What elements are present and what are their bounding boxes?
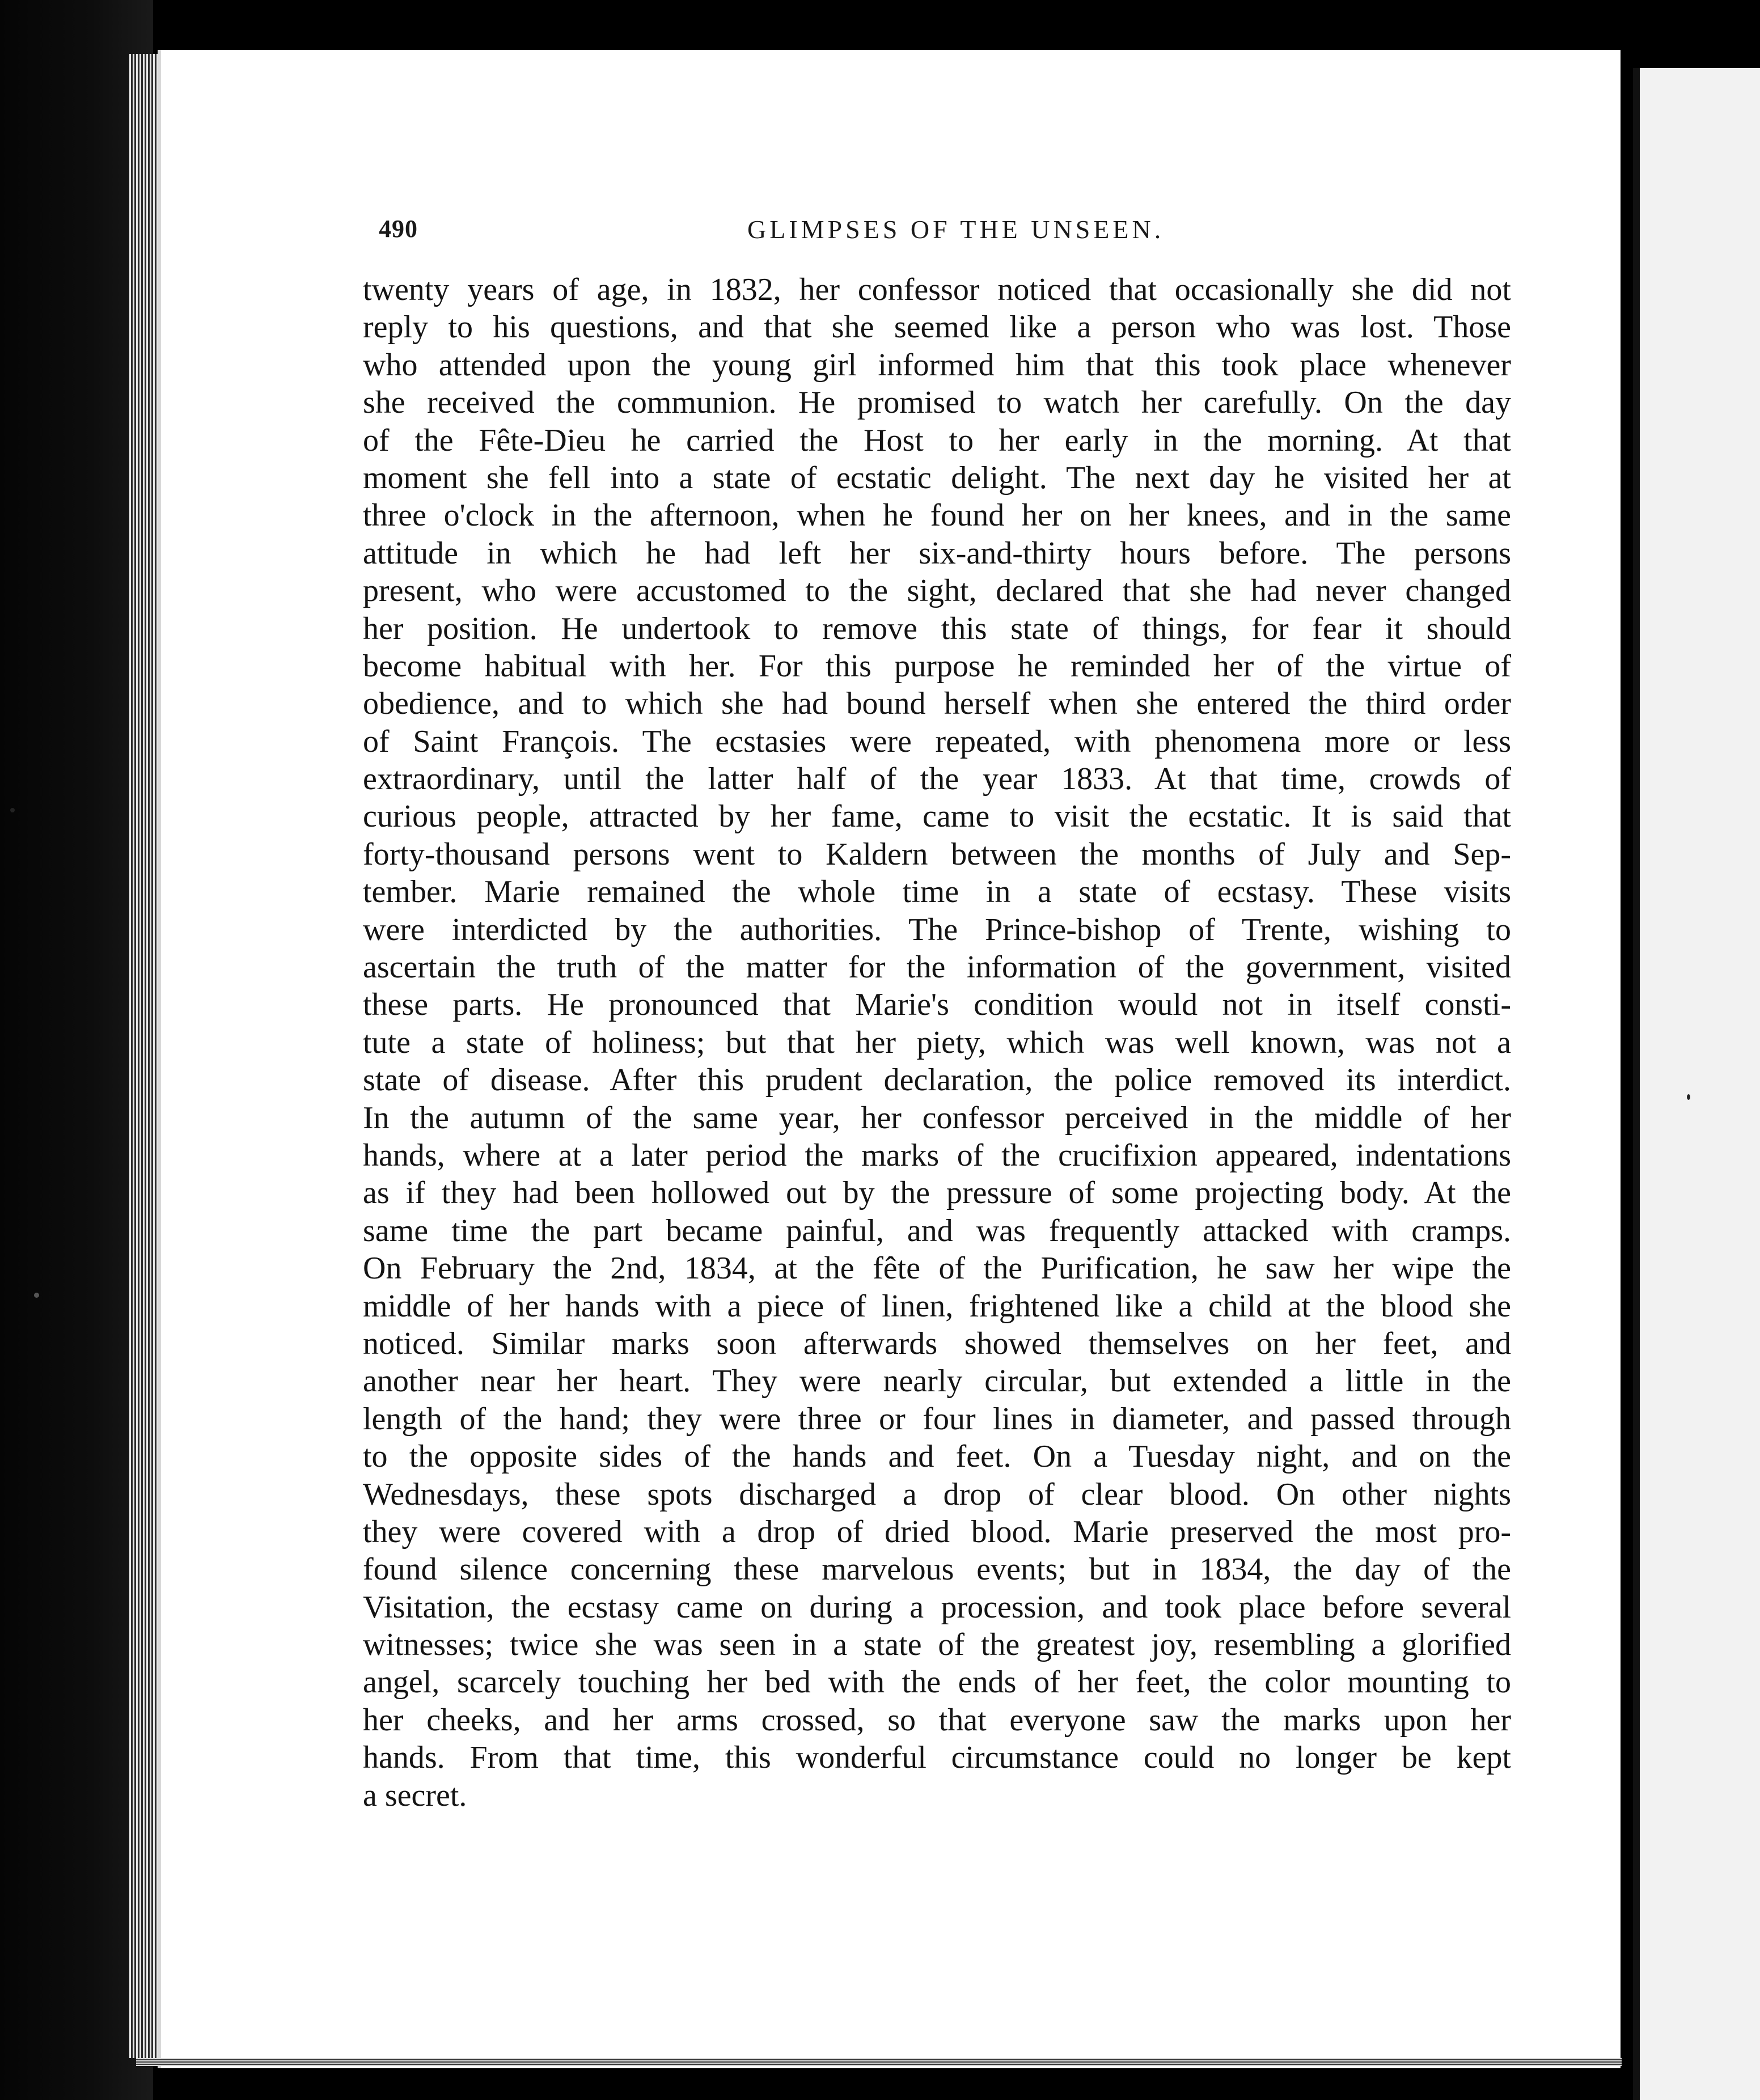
text-line: they were covered with a drop of dried blood. Marie preserved the most pro- bbox=[363, 1514, 1511, 1549]
adjacent-page-sliver bbox=[1633, 68, 1760, 2100]
text-line: ascertain the truth of the matter for the information of the government, visited bbox=[363, 950, 1511, 985]
speck bbox=[34, 1293, 39, 1298]
text-line: these parts. He pronounced that Marie's condition would not in itself consti- bbox=[363, 987, 1511, 1023]
text-line: present, who were accustomed to the sight, declared that she had never changed bbox=[363, 573, 1511, 609]
text-line: moment she fell into a state of ecstatic delight. The next day he visited her at bbox=[363, 460, 1511, 496]
text-line: same time the part became painful, and was frequently attacked with cramps. bbox=[363, 1213, 1511, 1248]
speck bbox=[1687, 1094, 1690, 1100]
bottom-page-edges bbox=[136, 2058, 1622, 2066]
text-line: curious people, attracted by her fame, came to visit the ecstatic. It is said that bbox=[363, 799, 1511, 835]
text-line: noticed. Similar marks soon afterwards showed themselves on her feet, and bbox=[363, 1326, 1511, 1361]
text-line: forty-thousand persons went to Kaldern between the months of July and Sep- bbox=[363, 836, 1511, 872]
text-line: attitude in which he had left her six-and-thirty hours before. The persons bbox=[363, 535, 1511, 571]
text-line: Wednesdays, these spots discharged a drop of clear blood. On other nights bbox=[363, 1476, 1511, 1512]
text-line: were interdicted by the authorities. The Prince-bishop of Trente, wishing to bbox=[363, 912, 1511, 947]
text-line: state of disease. After this prudent declaration, the police removed its interdict. bbox=[363, 1062, 1511, 1098]
text-line: found silence concerning these marvelous events; but in 1834, the day of the bbox=[363, 1552, 1511, 1587]
text-line: On February the 2nd, 1834, at the fête of the Purification, he saw her wipe the bbox=[363, 1251, 1511, 1286]
text-line: angel, scarcely touching her bed with the ends of her feet, the color mounting to bbox=[363, 1665, 1511, 1700]
text-line: twenty years of age, in 1832, her confessor noticed that occasionally she did not bbox=[363, 272, 1511, 307]
running-head bbox=[379, 214, 1518, 260]
text-line: a secret. bbox=[363, 1777, 467, 1813]
body-text bbox=[363, 271, 1511, 1814]
text-line: witnesses; twice she was seen in a state of the greatest joy, resembling a glorified bbox=[363, 1627, 1511, 1663]
running-title: GLIMPSES OF THE UNSEEN. bbox=[747, 215, 1165, 244]
text-line: of the Fête-Dieu he carried the Host to her early in the morning. At that bbox=[363, 422, 1511, 458]
text-line: her cheeks, and her arms crossed, so that everyone saw the marks upon her bbox=[363, 1702, 1511, 1738]
page-number: 490 bbox=[379, 215, 418, 243]
text-line: middle of her hands with a piece of linen, frightened like a child at the blood she bbox=[363, 1288, 1511, 1324]
text-line: she received the communion. He promised to watch her carefully. On the day bbox=[363, 385, 1511, 421]
text-line: Visitation, the ecstasy came on during a procession, and took place before several bbox=[363, 1589, 1511, 1625]
text-line: as if they had been hollowed out by the pressure of some projecting body. At the bbox=[363, 1175, 1511, 1211]
text-line: In the autumn of the same year, her confessor perceived in the middle of her bbox=[363, 1100, 1511, 1136]
text-line: to the opposite sides of the hands and feet. On a Tuesday night, and on the bbox=[363, 1439, 1511, 1475]
speck bbox=[10, 808, 15, 812]
text-line: her position. He undertook to remove this state of things, for fear it should bbox=[363, 611, 1511, 646]
text-line: become habitual with her. For this purpose he reminded her of the virtue of bbox=[363, 648, 1511, 684]
text-line: reply to his questions, and that she seemed like a person who was lost. Those bbox=[363, 310, 1511, 345]
text-line: tute a state of holiness; but that her piety, which was well known, was not a bbox=[363, 1024, 1511, 1060]
stacked-page-edges bbox=[129, 54, 159, 2058]
text-line: tember. Marie remained the whole time in a state of ecstasy. These visits bbox=[363, 874, 1511, 910]
text-line: who attended upon the young girl informed him that this took place whenever bbox=[363, 347, 1511, 383]
text-line: three o'clock in the afternoon, when he found her on her knees, and in the same bbox=[363, 498, 1511, 534]
text-line: of Saint François. The ecstasies were repeated, with phenomena more or less bbox=[363, 723, 1511, 759]
text-line: another near her heart. They were nearly circular, but extended a little in the bbox=[363, 1364, 1511, 1399]
text-line: hands, where at a later period the marks of the crucifixion appeared, indentations bbox=[363, 1137, 1511, 1173]
text-line: length of the hand; they were three or four lines in diameter, and passed through bbox=[363, 1401, 1511, 1437]
text-line: obedience, and to which she had bound herself when she entered the third order bbox=[363, 686, 1511, 722]
text-line: hands. From that time, this wonderful circumstance could no longer be kept bbox=[363, 1740, 1511, 1776]
text-line: extraordinary, until the latter half of the year 1833. At that time, crowds of bbox=[363, 761, 1511, 797]
